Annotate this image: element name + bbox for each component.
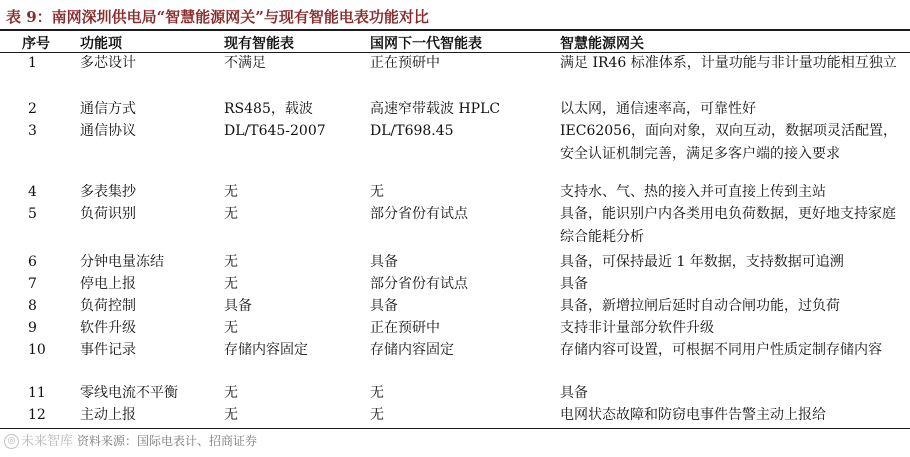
row-12-no: 12 <box>28 407 46 423</box>
row-7-item: 停电上报 <box>80 276 136 292</box>
row-9-current: 无 <box>224 320 238 336</box>
row-5-current: 无 <box>224 206 238 222</box>
row-12-current: 无 <box>224 407 238 423</box>
row-10-gateway: 存储内容可设置，可根据不同用户性质定制存储内容 <box>560 342 882 358</box>
row-8-gateway: 具备，新增拉闸后延时自动合闸功能，过负荷 <box>560 298 840 314</box>
row-3-gateway: IEC62056，面向对象，双向互动，数据项灵活配置，安全认证机制完善，满足多客户端的接入要求 <box>560 123 897 162</box>
row-10-sgcc: 存储内容固定 <box>370 342 454 358</box>
row-6-item: 分钟电量冻结 <box>80 254 164 270</box>
row-12-gateway: 电网状态故障和防窃电事件告警主动上报给 <box>560 407 826 423</box>
row-2-current: RS485，载波 <box>224 101 313 117</box>
row-7-sgcc: 部分省份有试点 <box>370 276 468 292</box>
row-8-no: 8 <box>28 298 37 314</box>
row-11-sgcc: 无 <box>370 385 384 401</box>
row-9-gateway: 支持非计量部分软件升级 <box>560 320 714 336</box>
header-gateway: 智慧能源网关 <box>560 36 644 52</box>
row-8-sgcc: 具备 <box>370 298 398 314</box>
row-6-gateway: 具备，可保持最近 1 年数据，支持数据可追溯 <box>560 254 844 270</box>
row-2-sgcc: 高速窄带载波 HPLC <box>370 101 501 117</box>
row-7-gateway: 具备 <box>560 276 588 292</box>
row-9-sgcc: 正在预研中 <box>370 320 440 336</box>
row-1-item: 多芯设计 <box>80 55 136 71</box>
row-2-gateway: 以太网，通信速率高，可靠性好 <box>560 101 756 117</box>
header-item: 功能项 <box>80 36 122 52</box>
row-1-gateway: 满足 IR46 标准体系，计量功能与非计量功能相互独立 <box>560 55 897 71</box>
row-10-no: 10 <box>28 342 46 358</box>
row-8-current: 具备 <box>224 298 252 314</box>
row-4-current: 无 <box>224 184 238 200</box>
row-1-no: 1 <box>28 55 37 71</box>
row-5-gateway: 具备，能识别户内各类用电负荷数据，更好地支持家庭综合能耗分析 <box>560 206 896 245</box>
row-8-item: 负荷控制 <box>80 298 136 314</box>
row-6-no: 6 <box>28 254 37 270</box>
row-7-no: 7 <box>28 276 37 292</box>
row-12-item: 主动上报 <box>80 407 136 423</box>
row-3-current: DL/T645-2007 <box>224 123 326 139</box>
row-4-gateway: 支持水、气、热的接入并可直接上传到主站 <box>560 184 826 200</box>
header-current-meter: 现有智能表 <box>224 36 294 52</box>
row-2-item: 通信方式 <box>80 101 136 117</box>
row-9-no: 9 <box>28 320 37 336</box>
row-1-current: 不满足 <box>224 55 266 71</box>
table-top-rule <box>0 29 910 31</box>
row-3-no: 3 <box>28 123 37 139</box>
row-7-current: 无 <box>224 276 238 292</box>
watermark-text: 未来智库 <box>21 434 74 449</box>
row-3-item: 通信协议 <box>80 123 136 139</box>
row-12-sgcc: 无 <box>370 407 384 423</box>
row-9-item: 软件升级 <box>80 320 136 336</box>
row-11-gateway: 具备 <box>560 385 588 401</box>
row-6-current: 无 <box>224 254 238 270</box>
row-10-current: 存储内容固定 <box>224 342 308 358</box>
source-text: 资料来源：国际电表计、招商证券 <box>77 434 258 448</box>
row-4-item: 多表集抄 <box>80 184 136 200</box>
table-bottom-rule <box>0 428 910 429</box>
row-5-no: 5 <box>28 206 37 222</box>
row-5-sgcc: 部分省份有试点 <box>370 206 468 222</box>
row-3-sgcc: DL/T698.45 <box>370 123 454 139</box>
row-6-sgcc: 具备 <box>370 254 398 270</box>
row-5-item: 负荷识别 <box>80 206 136 222</box>
source-note <box>4 430 257 449</box>
row-11-current: 无 <box>224 385 238 401</box>
row-4-sgcc: 无 <box>370 184 384 200</box>
watermark-logo-icon: ◎ <box>4 434 19 449</box>
row-2-no: 2 <box>28 101 37 117</box>
row-1-sgcc: 正在预研中 <box>370 55 440 71</box>
row-10-item: 事件记录 <box>80 342 136 358</box>
row-11-no: 11 <box>28 385 46 401</box>
header-no: 序号 <box>22 36 50 52</box>
row-11-item: 零线电流不平衡 <box>80 385 178 401</box>
row-4-no: 4 <box>28 184 37 200</box>
table-caption: 表 9：南网深圳供电局“智慧能源网关”与现有智能电表功能对比 <box>6 8 429 26</box>
header-sgcc-meter: 国网下一代智能表 <box>370 36 482 52</box>
